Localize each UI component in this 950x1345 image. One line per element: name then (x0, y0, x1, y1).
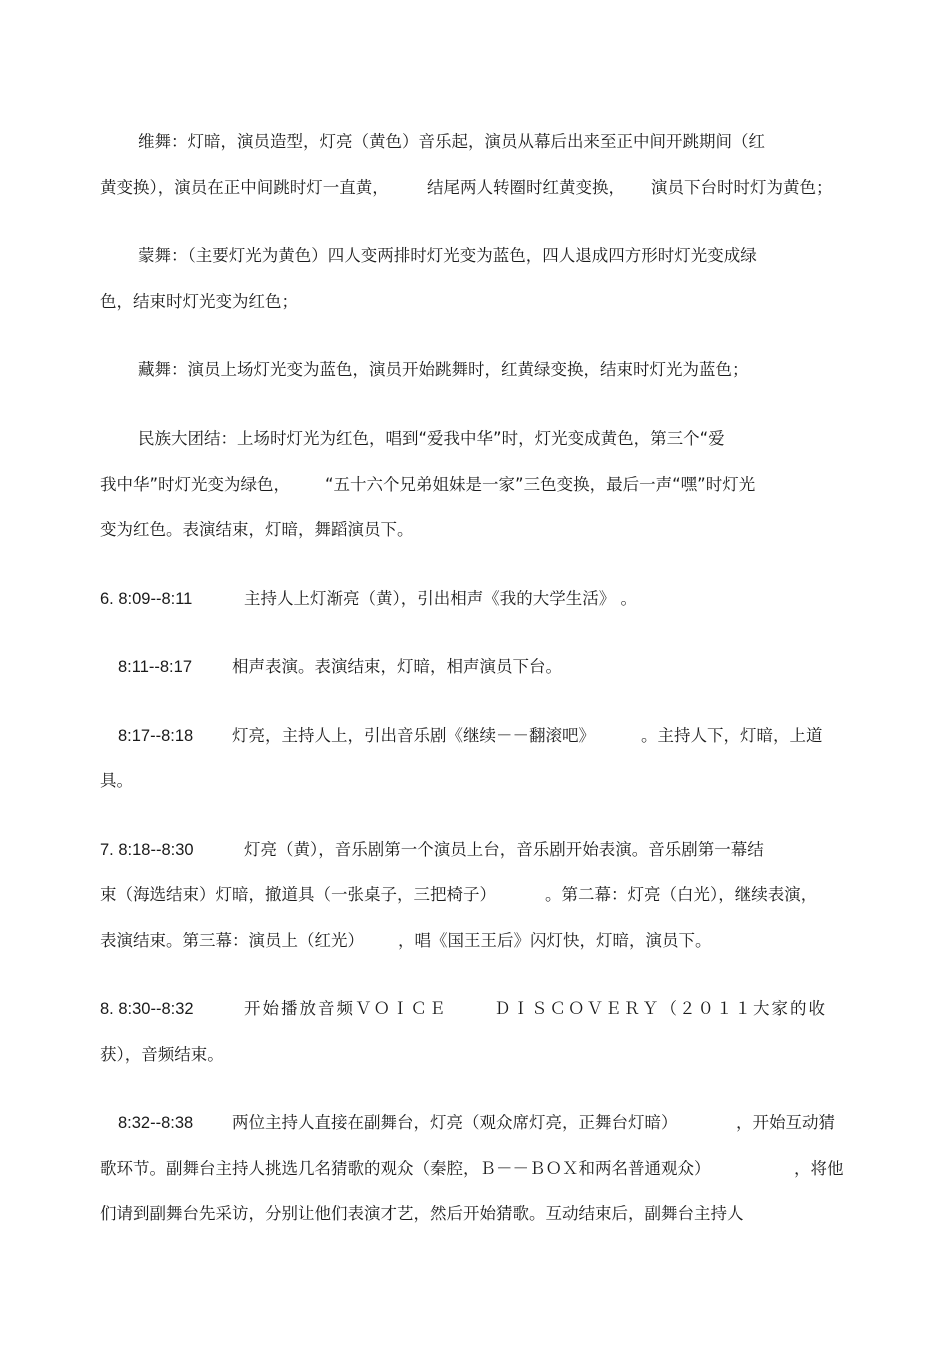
paragraph-text: 我中华”时灯光变为绿色， (100, 475, 291, 494)
paragraph-text: 变为红色。表演结束，灯暗，舞蹈演员下。 (100, 520, 414, 539)
paragraph-text: 结尾两人转圈时红黄变换， (427, 178, 625, 197)
paragraph-text: 束（海选结束）灯暗，撤道具（一张桌子，三把椅子） (100, 885, 496, 904)
paragraph-text: 开始播放音频ＶＯＩＣＥ (244, 999, 448, 1018)
paragraph-text: 藏舞：演员上场灯光变为蓝色，演员开始跳舞时，红黄绿变换，结束时灯光为蓝色； (138, 360, 749, 379)
paragraph-text: 表演结束。第三幕：演员上（红光） (100, 931, 364, 950)
paragraph-text: 灯亮，主持人上，引出音乐剧《继续－－翻滚吧》 (232, 726, 595, 745)
schedule-time: 8:11--8:17 (118, 658, 192, 676)
paragraph-text: 民族大团结：上场时灯光为红色，唱到“爱我中华”时，灯光变成黄色，第三个“爱 (138, 429, 725, 448)
paragraph-text: 灯亮（黄），音乐剧第一个演员上台，音乐剧开始表演。音乐剧第一幕结 (244, 840, 764, 859)
schedule-time: 7. 8:18--8:30 (100, 841, 194, 859)
paragraph-text: 。主持人下，灯暗，上道 (641, 726, 823, 745)
paragraph-text: 蒙舞：（主要灯光为黄色）四人变两排时灯光变为蓝色，四人退成四方形时灯光变成绿 (138, 246, 757, 265)
paragraph-text: 相声表演。表演结束，灯暗，相声演员下台。 (232, 657, 562, 676)
paragraph-text: 两位主持人直接在副舞台，灯亮（观众席灯亮，正舞台灯暗） (232, 1113, 678, 1132)
paragraph-text: 歌环节。副舞台主持人挑选几名猜歌的观众（秦腔，Ｂ－－ＢＯＸ和两名普通观众） (100, 1159, 711, 1178)
paragraph-text: 维舞：灯暗，演员造型，灯亮（黄色）音乐起，演员从幕后出来至正中间开跳期间（红 (138, 132, 765, 151)
paragraph-text: ＤＩＳＣＯＶＥＲＹ（２０１１大家的收 (494, 999, 827, 1018)
paragraph-text: ，唱《国王王后》闪灯快，灯暗，演员下。 (398, 931, 712, 950)
paragraph-text: 们请到副舞台先采访，分别让他们表演才艺，然后开始猜歌。互动结束后，副舞台主持人 (100, 1204, 744, 1223)
paragraph-text: 具。 (100, 771, 133, 790)
paragraph-text: 获），音频结束。 (100, 1045, 224, 1064)
schedule-time: 8. 8:30--8:32 (100, 1000, 194, 1018)
paragraph-text: 色，结束时灯光变为红色； (100, 292, 298, 311)
paragraph-text: 演员下台时时灯为黄色； (651, 178, 833, 197)
paragraph-text: ，开始互动猜 (736, 1113, 835, 1132)
schedule-time: 8:32--8:38 (118, 1114, 194, 1132)
paragraph-text: 黄变换），演员在正中间跳时灯一直黄， (100, 178, 389, 197)
paragraph-text: ，将他 (794, 1159, 844, 1178)
paragraph-text: “五十六个兄弟姐妹是一家”三色变换，最后一声“嘿”时灯光 (325, 475, 756, 494)
schedule-time: 6. 8:09--8:11 (100, 590, 193, 608)
schedule-time: 8:17--8:18 (118, 727, 194, 745)
paragraph-text: 主持人上灯渐亮（黄），引出相声《我的大学生活》 。 (244, 589, 637, 608)
paragraph-text: 。第二幕：灯亮（白光），继续表演， (545, 885, 818, 904)
